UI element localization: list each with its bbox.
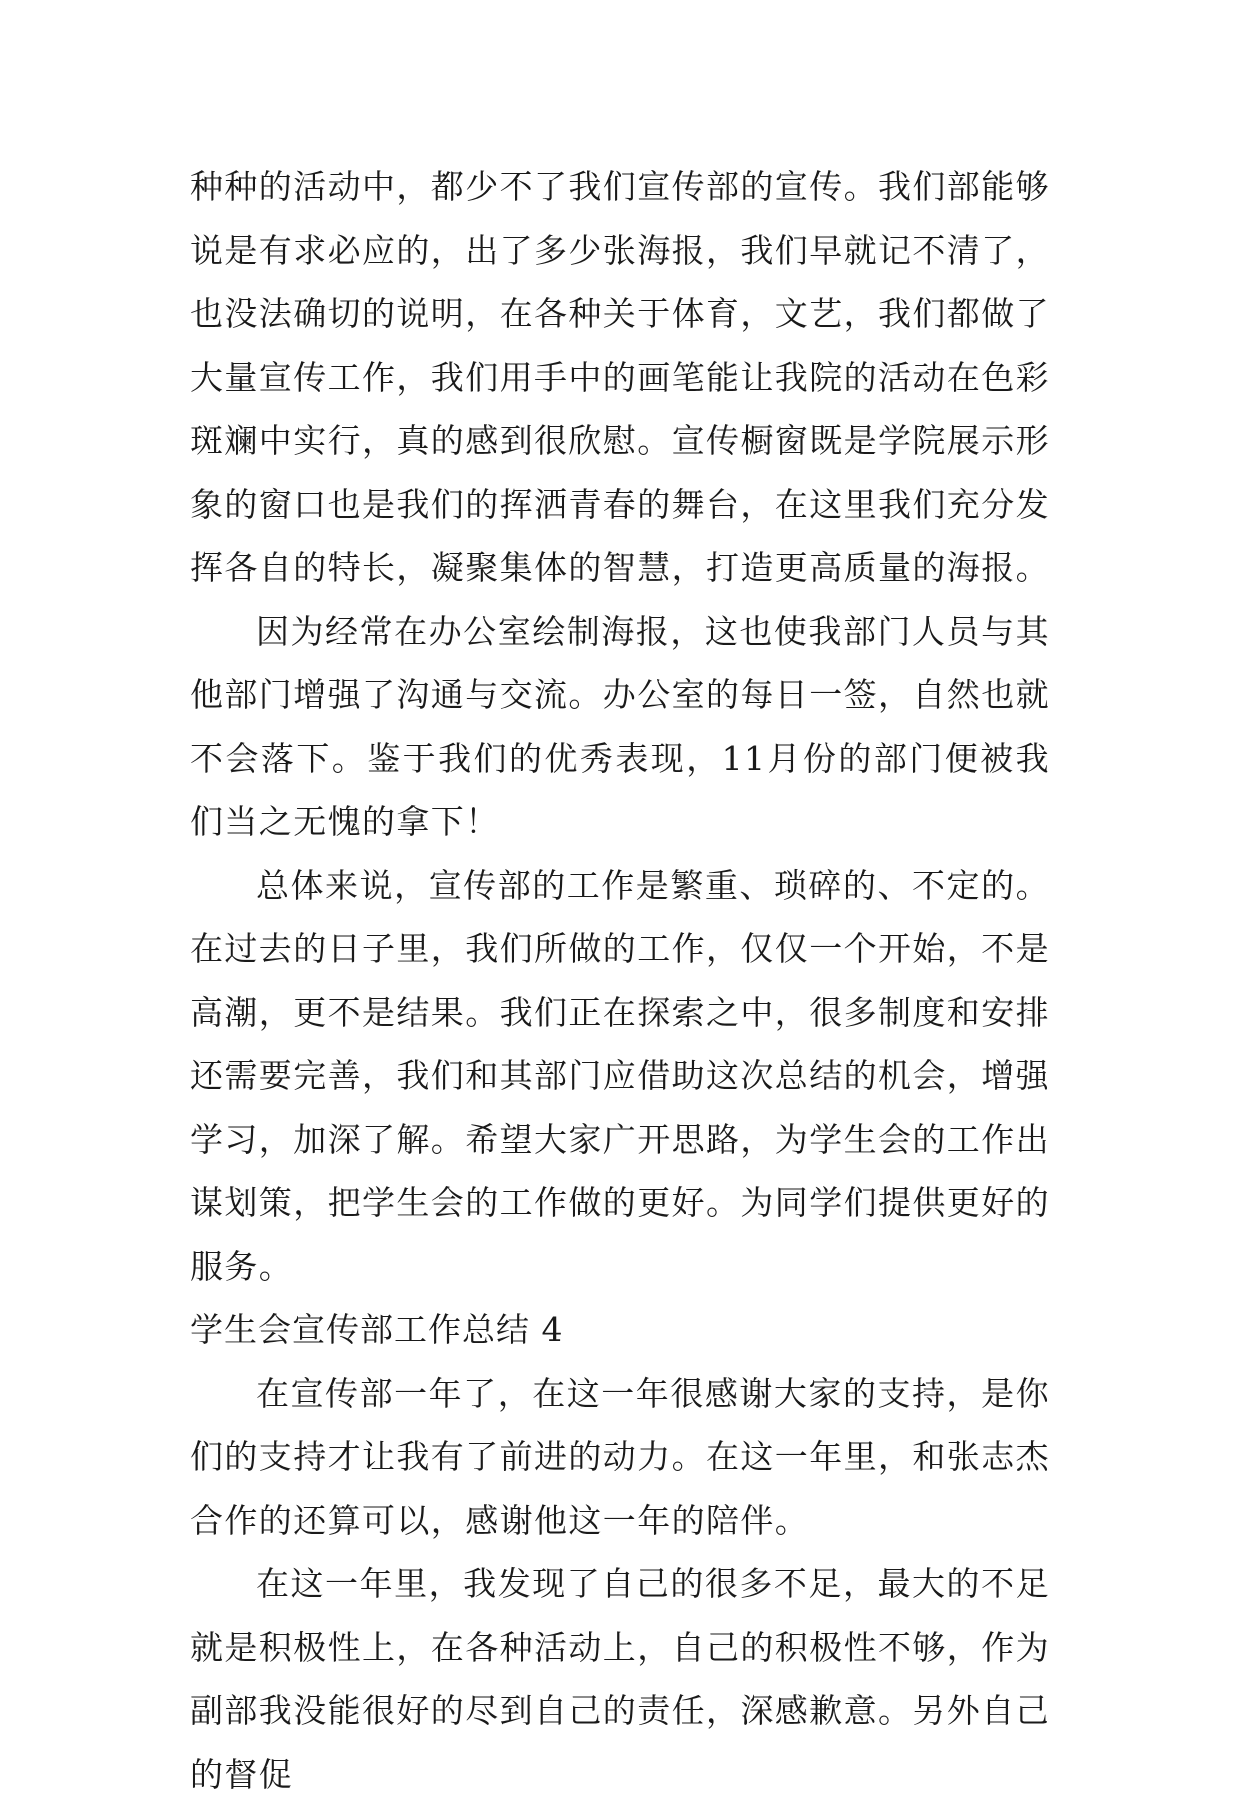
paragraph-office-posters: 因为经常在办公室绘制海报，这也使我部门人员与其他部门增强了沟通与交流。办公室的每日一签，自然也就不会落下。鉴于我们的优秀表现，11月份的部门便被我们当之无愧的拿下！	[190, 611, 1050, 841]
paragraph-activities: 种种的活动中，都少不了我们宣传部的宣传。我们部能够说是有求必应的，出了多少张海报，我们早就记不清了，也没法确切的说明，在各种关于体育，文艺，我们都做了大量宣传工作，我们用手中的画笔能让我院的活动在色彩斑斓中实行，真的感到很欣慰。宣传橱窗既是学院展示形象的窗口也是我们的挥洒青春的舞台，在这里我们充分发挥各自的特长，凝聚集体的智慧，打造更高质量的海报。	[190, 167, 1050, 587]
document-body	[190, 155, 1050, 1806]
section-heading: 学生会宣传部工作总结 4	[190, 1310, 564, 1349]
paragraph-shortcomings: 在这一年里，我发现了自己的很多不足，最大的不足就是积极性上，在各种活动上，自己的积极性不够，作为副部我没能很好的尽到自己的责任，深感歉意。另外自己的督促	[190, 1564, 1050, 1794]
paragraph-thanks: 在宣传部一年了，在这一年很感谢大家的支持，是你们的支持才让我有了前进的动力。在这一年里，和张志杰合作的还算可以，感谢他这一年的陪伴。	[190, 1373, 1050, 1540]
paragraph-summary: 总体来说，宣传部的工作是繁重、琐碎的、不定的。在过去的日子里，我们所做的工作，仅仅一个开始，不是高潮，更不是结果。我们正在探索之中，很多制度和安排还需要完善，我们和其部门应借助这次总结的机会，增强学习，加深了解。希望大家广开思路，为学生会的工作出谋划策，把学生会的工作做的更好。为同学们提供更好的服务。	[190, 865, 1050, 1286]
